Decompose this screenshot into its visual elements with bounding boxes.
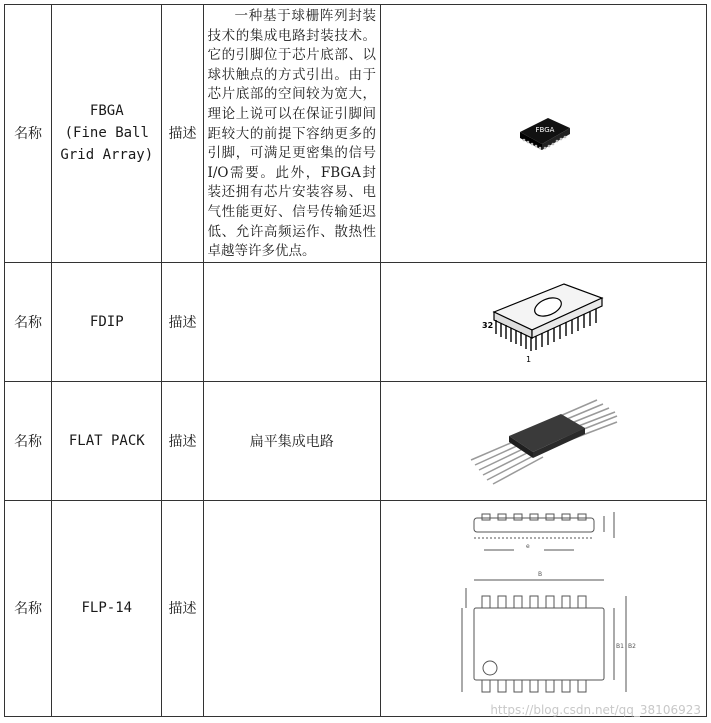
table-row-flatpack [5, 381, 707, 500]
table-row-fbga [5, 5, 707, 263]
name-label: 名称 [5, 262, 52, 381]
description-text: 扁平集成电路 [203, 381, 381, 500]
drawing-label-b1: B1 [615, 643, 624, 651]
fbga-chip-icon [514, 108, 574, 158]
description-cell [203, 5, 381, 263]
package-name: FLP-14 [52, 500, 162, 716]
image-cell [381, 262, 707, 381]
desc-label: 描述 [162, 381, 203, 500]
image-cell [381, 5, 707, 263]
table-row-flp14 [5, 500, 707, 716]
description-text [204, 263, 381, 265]
package-name: FLAT PACK [52, 381, 162, 500]
description-text: 一种基于球栅阵列封装技术的集成电路封装技术。它的引脚位于芯片底部、以球状触点的方式引出。由于芯片底部的空间较为宽大，理论上说可以在保证引脚间距较大的前提下容纳更多的引脚，可满足更密集的信号I/O需要。此外，FBGA封装还拥有芯片安装容易、电气性能更好、信号传输延迟低、允许高频运作、散热性卓越等许多优点。 [207, 8, 377, 260]
drawing-label-e: e [525, 543, 530, 551]
package-name: FDIP [52, 262, 162, 381]
image-cell [381, 381, 707, 500]
desc-label: 描述 [162, 262, 203, 381]
table-row-fdip [5, 262, 707, 381]
description-cell [203, 262, 381, 381]
drawing-label-b: B [537, 571, 542, 579]
fdip-pin1-label: 1 [525, 354, 531, 364]
flp14-drawing-icon [454, 508, 634, 708]
package-name: FBGA [89, 103, 124, 120]
package-table [4, 4, 707, 717]
description-text [204, 501, 381, 503]
fdip-chip-icon [474, 272, 614, 372]
name-label: 名称 [5, 381, 52, 500]
name-label: 名称 [5, 500, 52, 716]
fdip-pin32-label: 32 [481, 320, 493, 330]
fbga-chip-label: FBGA [535, 126, 554, 135]
flatpack-chip-icon [469, 396, 619, 486]
package-fullname: (Fine Ball Grid Array) [60, 125, 154, 164]
name-label: 名称 [5, 5, 52, 263]
desc-label: 描述 [162, 5, 203, 263]
package-name-cell [52, 5, 162, 263]
description-cell [203, 500, 381, 716]
desc-label: 描述 [162, 500, 203, 716]
drawing-label-b2: B2 [627, 643, 636, 651]
watermark: https://blog.csdn.net/qq_38106923 [490, 703, 701, 717]
image-cell [381, 500, 707, 716]
